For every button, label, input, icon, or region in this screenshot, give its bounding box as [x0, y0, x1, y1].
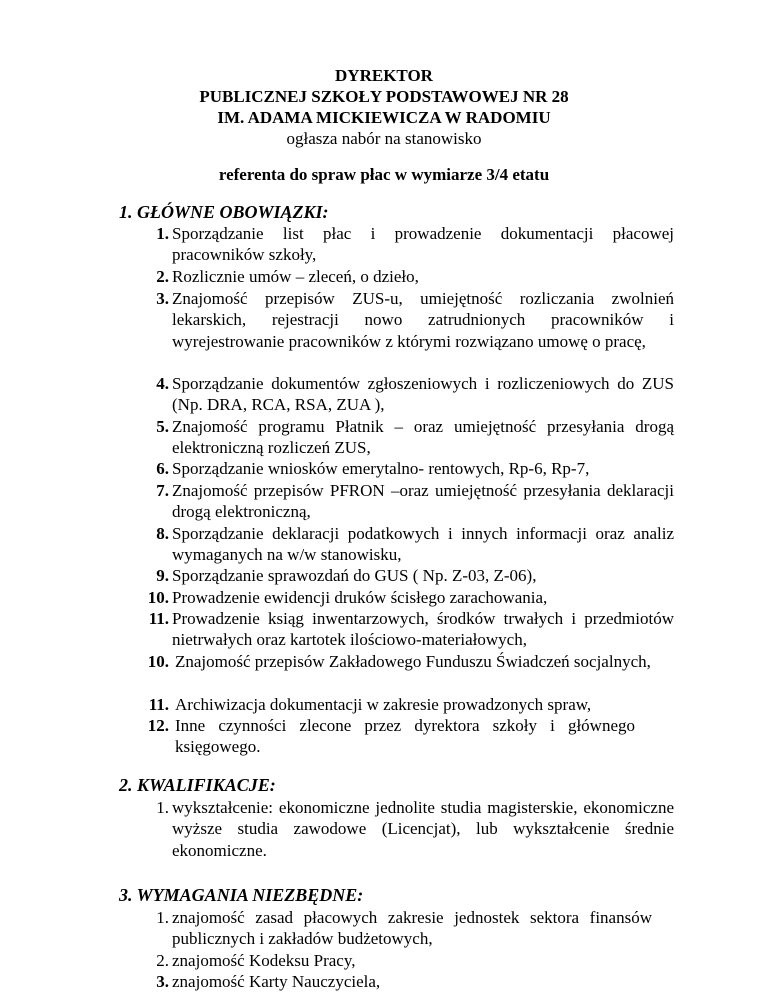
- list-item: [119, 523, 674, 566]
- list-item-text: Sporządzanie sprawozdań do GUS ( Np. Z-03, Z-06),: [172, 566, 537, 585]
- list-item-number: 1.: [156, 798, 169, 817]
- list-item-number: 10.: [147, 588, 169, 607]
- list-item-text: Sporządzanie deklaracji podatkowych i innych informacji oraz analiz wymaganych na w/w stanowisku,: [172, 524, 674, 565]
- list-item: [119, 266, 674, 287]
- list-item-text: znajomość Karty Nauczyciela,: [172, 972, 381, 991]
- list-item: [119, 907, 674, 950]
- header-line-2: PUBLICZNEJ SZKOŁY PODSTAWOWEJ NR 28: [199, 87, 569, 106]
- list-item: [119, 651, 674, 672]
- list-item-text: Sporządzanie dokumentów zgłoszeniowych i rozliczeniowych do ZUS (Np. DRA, RCA, RSA, ZUA ),: [172, 374, 674, 415]
- list-item-number: 11.: [148, 609, 169, 628]
- list-item-number: 3.: [156, 972, 169, 991]
- list-item: [119, 797, 674, 861]
- list-item: [119, 373, 674, 416]
- list-item: [119, 694, 674, 715]
- header-line-4: ogłasza nabór na stanowisko: [286, 129, 482, 148]
- list-item: [119, 416, 674, 459]
- list-item: [119, 950, 674, 971]
- list-item: [119, 971, 674, 992]
- list-item-text: Archiwizacja dokumentacji w zakresie prowadzonych spraw,: [175, 695, 592, 714]
- list-item-text: Znajomość przepisów PFRON –oraz umiejętność przesyłania deklaracji drogą elektroniczną,: [172, 481, 674, 522]
- list-item-text: wykształcenie: ekonomiczne jednolite studia magisterskie, ekonomiczne wyższe studia zawodowe (Licencjat), lub wykształcenie średnie ekonomiczne.: [172, 798, 674, 860]
- list-item: [119, 608, 674, 651]
- list-item-number: 5.: [156, 417, 169, 436]
- section-title-qualifications: 2. KWALIFIKACJE:: [119, 775, 276, 795]
- list-item-text: znajomość zasad płacowych zakresie jednostek sektora finansów publicznych i zakładów budżetowych,: [172, 908, 652, 949]
- list-item-text: Prowadzenie ksiąg inwentarzowych, środków trwałych i przedmiotów nietrwałych oraz kartotek ilościowo-materiałowych,: [172, 609, 674, 650]
- list-item: [119, 223, 674, 266]
- list-item-text: znajomość Kodeksu Pracy,: [172, 951, 356, 970]
- section-title-duties: 1. GŁÓWNE OBOWIĄZKI:: [119, 202, 329, 222]
- list-item-number: 8.: [156, 524, 169, 543]
- list-item: [119, 458, 674, 479]
- list-item: [119, 288, 674, 352]
- list-item-number: 1.: [156, 224, 169, 243]
- list-item: [119, 565, 674, 586]
- section-title-requirements: 3. WYMAGANIA NIEZBĘDNE:: [119, 885, 364, 905]
- list-item-number: 2.: [156, 951, 169, 970]
- header-line-3: IM. ADAMA MICKIEWICZA W RADOMIU: [217, 108, 551, 127]
- header-line-1: DYREKTOR: [335, 66, 433, 85]
- list-item-number: 11.: [148, 695, 169, 714]
- list-item-number: 7.: [156, 481, 169, 500]
- list-item-number: 10.: [147, 652, 169, 671]
- list-item-text: Sporządzanie wniosków emerytalno- rentowych, Rp-6, Rp-7,: [172, 459, 590, 478]
- list-item-text: Rozlicznie umów – zleceń, o dzieło,: [172, 267, 419, 286]
- list-item-number: 2.: [156, 267, 169, 286]
- list-item-text: Znajomość przepisów Zakładowego Funduszu Świadczeń socjalnych,: [175, 652, 651, 671]
- list-item-text: Znajomość programu Płatnik – oraz umiejętność przesyłania drogą elektroniczną rozliczeń ZUS,: [172, 417, 674, 458]
- list-item: [119, 715, 674, 758]
- list-item-number: 1.: [156, 908, 169, 927]
- list-item-text: Prowadzenie ewidencji druków ścisłego zarachowania,: [172, 588, 548, 607]
- list-item-text: Inne czynności zlecone przez dyrektora szkoły i głównego księgowego.: [175, 716, 635, 757]
- list-item-text: Znajomość przepisów ZUS-u, umiejętność rozliczania zwolnień lekarskich, rejestracji nowo zatrudnionych pracowników i wyrejestrowanie pracowników z którymi rozwiązano umowę o pracę,: [172, 289, 674, 351]
- list-item-text: Sporządzanie list płac i prowadzenie dokumentacji płacowej pracowników szkoły,: [172, 224, 674, 265]
- list-item-number: 4.: [156, 374, 169, 393]
- list-item: [119, 587, 674, 608]
- position-title: referenta do spraw płac w wymiarze 3/4 etatu: [218, 165, 550, 184]
- list-item-number: 9.: [156, 566, 169, 585]
- list-item-number: 6.: [156, 459, 169, 478]
- list-item-number: 3.: [156, 289, 169, 308]
- list-item: [119, 480, 674, 523]
- list-item-number: 12.: [147, 716, 169, 735]
